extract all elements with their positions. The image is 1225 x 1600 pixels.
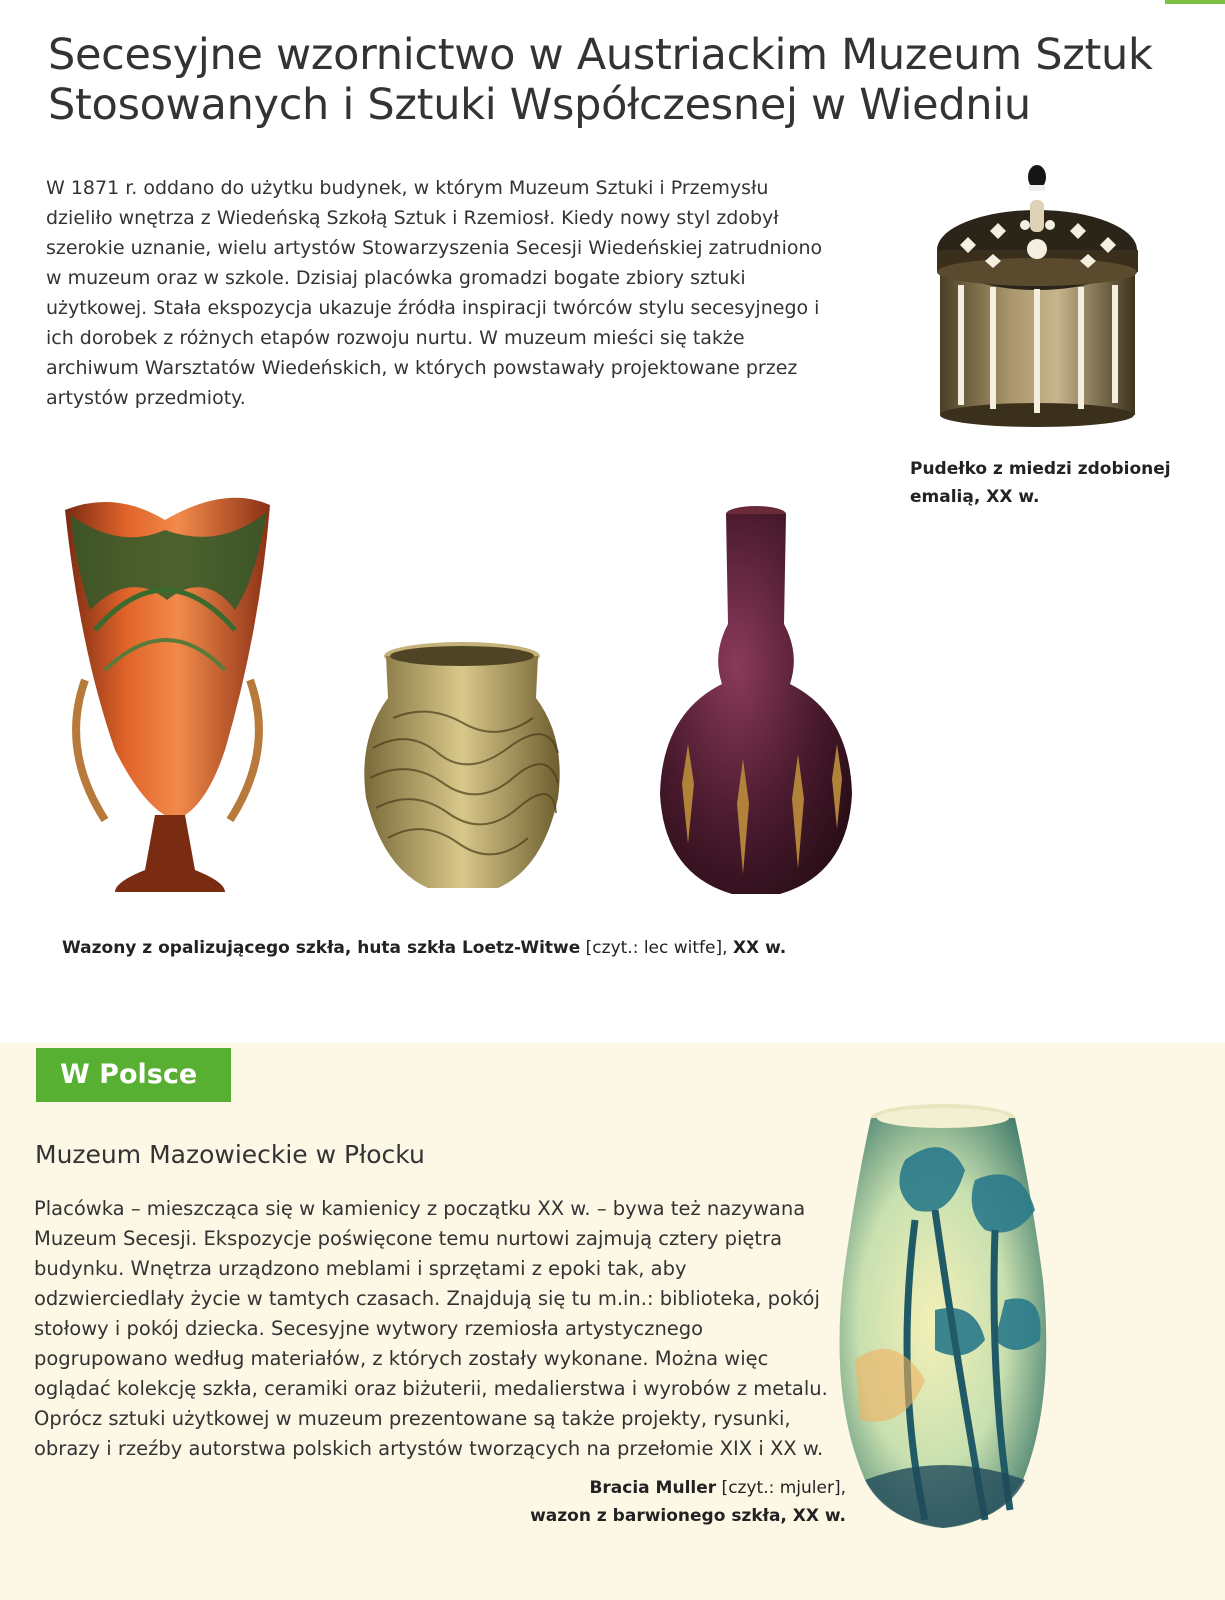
iridescent-tall-vase-image	[55, 490, 280, 902]
golden-wavy-vase-image	[358, 638, 568, 896]
vases-caption-bold: Wazony z opalizującego szkła, huta szkła Loetz-Witwe	[62, 938, 581, 958]
muller-caption	[480, 1474, 846, 1530]
vases-caption-century: XX w.	[732, 938, 787, 958]
vases-caption-pronunciation: [czyt.: lec witfe],	[580, 938, 733, 958]
vases-caption	[62, 934, 912, 962]
muller-caption-bold-2: wazon z barwionego szkła, XX w.	[530, 1506, 846, 1526]
muller-caption-bold: Bracia Muller	[589, 1478, 717, 1498]
intro-paragraph: W 1871 r. oddano do użytku budynek, w którym Muzeum Sztuki i Przemysłu dzieliło wnętrza z Wiedeńską Szkołą Sztuk i Rzemiosł. Kiedy nowy styl zdobył szerokie uznanie, wielu artystów Stowarzyszenia Secesji Wiedeńskiej zatrudniono w muzeum oraz w szkole. Dzisiaj placówka gromadzi bogate zbiory sztuki użytkowej. Stała ekspozycja ukazuje źródła inspiracji twórców stylu secesyjnego i ich dorobek z różnych etapów rozwoju nurtu. W muzeum mieści się także archiwum Warsztatów Wiedeńskich, w których powstawały projektowane przez artystów przedmioty.	[46, 177, 823, 409]
box-caption-line2: emalią, XX w.	[910, 487, 1040, 507]
box-caption-line1: Pudełko z miedzi zdobionej	[910, 459, 1171, 479]
section-tag: W Polsce	[36, 1048, 231, 1102]
enamel-box-image	[930, 165, 1145, 430]
section-subtitle: Muzeum Mazowieckie w Płocku	[35, 1140, 425, 1169]
box-caption	[910, 455, 1210, 511]
page-title: Secesyjne wzornictwo w Austriackim Muzeum Sztuk Stosowanych i Sztuki Współczesnej w Wiedniu	[48, 30, 1153, 130]
corner-accent	[1165, 0, 1225, 4]
purple-bottle-vase-image	[652, 504, 860, 899]
cameo-glass-vase-image	[835, 1100, 1050, 1530]
poland-paragraph: Placówka – mieszcząca się w kamienicy z początku XX w. – bywa też nazywana Muzeum Secesji. Ekspozycje poświęcone temu nurtowi zajmują cztery piętra budynku. Wnętrza urządzono meblami i sprzętami z epoki tak, aby odzwierciedlały życie w tamtych czasach. Znajdują się tu m.in.: biblioteka, pokój stołowy i pokój dziecka. Secesyjne wytwory rzemiosła artystycznego pogrupowano według materiałów, z których zostały wykonane. Można więc oglądać kolekcję szkła, ceramiki oraz biżuterii, medalierstwa i wyrobów z metalu. Oprócz sztuki użytkowej w muzeum prezentowane są także projekty, rysunki, obrazy i rzeźby autorstwa polskich artystów tworzących na przełomie XIX i XX w.	[34, 1197, 828, 1460]
muller-caption-pronunciation: [czyt.: mjuler],	[716, 1478, 846, 1498]
